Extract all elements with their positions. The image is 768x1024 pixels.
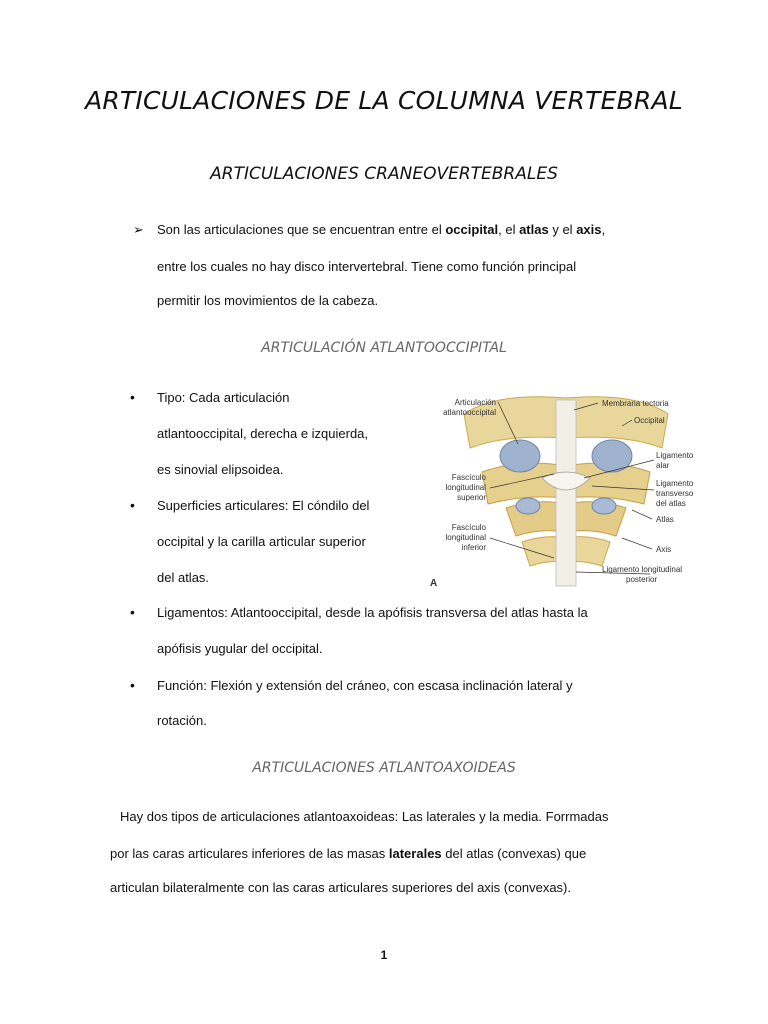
bullet-line: apófisis yugular del occipital. xyxy=(157,641,323,656)
figure-label: Fascículo xyxy=(451,473,486,482)
section-heading-atlantooccipital: ARTICULACIÓN ATLANTOOCCIPITAL xyxy=(261,340,507,356)
bullet-line: es sinovial elipsoidea. xyxy=(157,462,284,477)
bullet-line: rotación. xyxy=(157,713,207,728)
bullet-line: Ligamentos: Atlantooccipital, desde la apófisis transversa del atlas hasta la xyxy=(157,605,588,620)
figure-label: longitudinal xyxy=(445,533,486,542)
figure-label: Atlas xyxy=(656,515,674,524)
document-title: ARTICULACIONES DE LA COLUMNA VERTEBRAL xyxy=(85,86,683,115)
bullet-icon: • xyxy=(130,604,135,620)
bullet-line: Superficies articulares: El cóndilo del xyxy=(157,498,370,513)
figure-label: Ligamento xyxy=(656,451,694,460)
figure-label: posterior xyxy=(626,575,658,584)
bullet-line: atlantooccipital, derecha e izquierda, xyxy=(157,426,369,441)
figure-label: longitudinal xyxy=(445,483,486,492)
paragraph-line: por las caras articulares inferiores de las masas laterales del atlas (convexas) que xyxy=(110,846,587,861)
figure-label: del atlas xyxy=(656,499,686,508)
paragraph-line: Son las articulaciones que se encuentran entre el occipital, el atlas y el axis, xyxy=(157,222,606,237)
figure-label: Fascículo xyxy=(451,523,486,532)
bullet-line: Tipo: Cada articulación xyxy=(157,390,290,405)
paragraph-line: permitir los movimientos de la cabeza. xyxy=(157,293,379,308)
paragraph-line: entre los cuales no hay disco intervertebral. Tiene como función principal xyxy=(157,259,577,274)
figure-label: inferior xyxy=(461,543,486,552)
figure-label: atlantooccipital xyxy=(443,408,496,417)
paragraph-line: Hay dos tipos de articulaciones atlantoaxoideas: Las laterales y la media. Forrmadas xyxy=(120,809,609,824)
page-number: 1 xyxy=(380,948,388,962)
bullet-line: occipital y la carilla articular superior xyxy=(157,534,366,549)
figure-label: Occipital xyxy=(634,416,665,425)
figure-label: alar xyxy=(656,461,670,470)
paragraph-line: articulan bilateralmente con las caras articulares superiores del axis (convexas). xyxy=(110,880,571,895)
figure-label: superior xyxy=(457,493,486,502)
figure-label: transverso xyxy=(656,489,694,498)
figure-label: Membrana tectoria xyxy=(602,399,669,408)
anatomy-illustration xyxy=(426,386,716,592)
bullet-line: Función: Flexión y extensión del cráneo, con escasa inclinación lateral y xyxy=(157,678,573,693)
section-heading-atlantoaxoideas: ARTICULACIONES ATLANTOAXOIDEAS xyxy=(252,760,516,776)
bullet-icon: • xyxy=(130,677,135,693)
bullet-icon: • xyxy=(130,389,135,405)
figure-letter: A xyxy=(430,578,438,589)
arrow-bullet-icon: ➢ xyxy=(133,222,144,237)
section-heading-craneovertebrales: ARTICULACIONES CRANEOVERTEBRALES xyxy=(210,164,558,184)
figure-label: Axis xyxy=(656,545,672,554)
bullet-icon: • xyxy=(130,497,135,513)
anatomy-figure xyxy=(426,386,716,592)
bullet-line: del atlas. xyxy=(157,570,210,585)
figure-label: Ligamento longitudinal xyxy=(602,565,683,574)
figure-label: Articulación xyxy=(454,398,496,407)
figure-label: Ligamento xyxy=(656,479,694,488)
